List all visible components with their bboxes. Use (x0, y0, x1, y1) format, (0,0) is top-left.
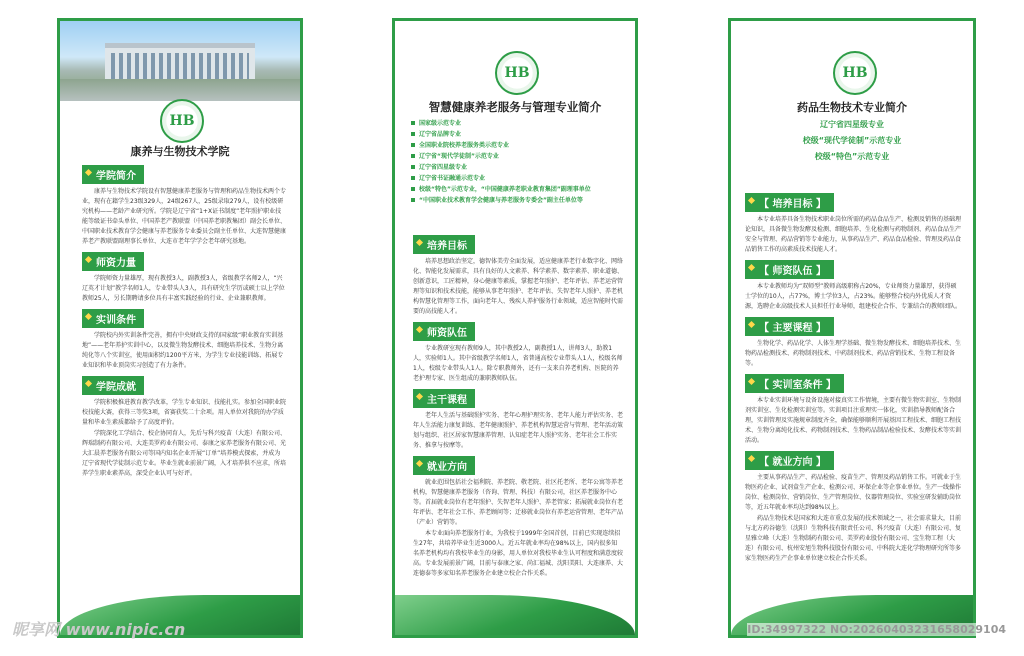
section-text: 学院师资力量雄厚，现有教授3人，副教授3人，省级教学名师2人，“兴辽英才计划”教学名师1人，专业带头人3人，具有研究生学历或硕士以上学位教师25人，另长期聘请多位具有丰富实践经验的行业、企业兼职教师。 (82, 275, 285, 302)
section-text: 主要从事药品生产、药品检验、疫苗生产、管理及药品销售工作。可就业于生物医药企业、试剂盒生产企业、检测公司、环保企业等企事业单位。生产一线操作岗位、检测岗位、营销岗位、生产管理岗位、仪器管理岗位、实验室研发辅助岗位等，近五年就业率均达到98%以上。 (745, 474, 962, 511)
section-text: 本专业面向养老服务行业，为我校于1999年全国首创，目前已实现连续招生27年，共培养毕业生近3000人。近五年就业率均在98%以上，国内很多知名养老机构均有我校毕业生的身影，用人单位对我校毕业生认可程度和满意度较高。专业发展前景广阔，目前与泰康之家、尚汇福城、沈阳美阳、大连康养、大连德泰等多家知名养老服务企业建立校企合作关系。 (413, 530, 624, 577)
honor-item: “中国职业技术教育学会健康与养老服务专委会”副主任单位等 (411, 195, 623, 206)
section-heading: 实训条件 (82, 309, 144, 328)
decorative-wave (395, 595, 635, 635)
section-text: 就业范围包括社会福利院、养老院、敬老院、社区托老所、老年公寓等养老机构，智慧健康养老服务（咨询、管理、科技）有限公司，社区养老服务中心等。首届就业岗位有老年照护、失智老年人照护、养老管家；拓展就业岗位有老年评估、老年社会工作、养老顾问等；迁移就业岗位有养老运营管理、老年产品（产业）营销等。 (413, 479, 624, 526)
section-heading: 【 主要课程 】 (745, 317, 834, 336)
honor-item: 辽宁省四星级专业 (411, 162, 623, 173)
section-text: 学院校内外实训条件完善，拥有中央财政支持的国家级“职业教育实训基地”——老年养护实训中心，以及微生物发酵技术、细胞培养技术、生物分离纯化等八个实训室，使用面积约1200平方米，为学生专业技能训练、拓展专业知识和毕业顶岗实习创造了有力条件。 (82, 332, 284, 369)
honor-item: 辽宁省品牌专业 (411, 129, 623, 140)
campus-photo (60, 21, 300, 101)
subtitle-line: 辽宁省四星级专业 (820, 120, 884, 129)
section-heading: 【 就业方向 】 (745, 451, 834, 470)
panel2-content (395, 231, 635, 580)
section-heading: 主干课程 (413, 389, 475, 408)
section-achievements (82, 372, 286, 479)
section-text: 药品生物技术是国家和大连市重点发展的技术领域之一，社会需求量大，目前与北方药谷德生（沈阳）生物科技有限责任公司、科兴疫苗（大连）有限公司、复星雅立峰（大连）生物制药有限公司、美罗药业股份有限公司、宝生物工程（大连）有限公司、杭州安旭生物科技股份有限公司、中科院大连化学物理研究所等多家生物医药生产企事业单位建立校企合作关系。 (745, 515, 962, 562)
honor-item: 校级“特色”示范专业，“中国健康养老职业教育集团”副理事单位 (411, 184, 623, 195)
section-text: 本专业实训环境与设备设施对接真实工作情境，主要有微生物实训室、生物制剂实训室、生化检测实训室等。实训项目注重理实一体化，实训指导教师配备合理，实训管理及实施规章制度齐全，确保能够顺利开展基因工程技术、细胞工程技术、生物分离纯化技术、药物制剂技术、生物药品制品检验技术、发酵技术等实训活动。 (745, 397, 962, 444)
section-text: 生物化学、药品化学、人体生理学基础、微生物发酵技术、细胞培养技术、生物药品检测技术、药物制剂技术、中药制剂技术、药品营销技术、生物工程设备等。 (745, 340, 962, 367)
section-text: 康养与生物技术学院设有智慧健康养老服务与管理和药品生物技术两个专业，现有在籍学生23级329人，24级267人，25级录取279人，设有校级研究机构——老龄产业研究所。学院是辽宁省“1+X证书制度”老年照护职业技能等级证书牵头单位、中国养老产教联盟（中国养老职教集团）副会长单位、中国职业技术教育学会健康与养老服务专业委员会副主任单位、大连智慧健康养老产教联盟副理事长单位、大连市老年学学会老年研究基地。 (82, 188, 287, 245)
section-text: 培养思想政治坚定，德智体美劳全面发展，适应健康养老行业数字化、网络化、智能化发展需求，具有良好的人文素养、科学素养、数字素养、职业道德、创新意识，工匠精神，身心健康等素质，掌握老年照护、老年评估、养老运营管理等知识和技术技能，能够从事老年照护、老年评估、失智老年人照护、养老机构智慧化管理等工作，面向老年人、残疾人养护服务行业领域，适应智能时代需要的高技能人才。 (413, 258, 624, 315)
major-subtitles (731, 117, 973, 165)
honor-item: 辽宁省“现代学徒制”示范专业 (411, 151, 623, 162)
panel1-content (60, 161, 300, 480)
section-heading: 培养目标 (413, 235, 475, 254)
section-heading: 师资力量 (82, 252, 144, 271)
biotech-major-panel (728, 18, 976, 638)
panel3-content (731, 189, 973, 565)
major-title: 智慧健康养老服务与管理专业简介 (428, 100, 602, 114)
section-heading: 【 实训室条件 】 (745, 374, 844, 393)
subtitle-line: 校级“特色”示范专业 (814, 152, 890, 161)
section-text: 学院积极推进教育教学改革，学生专业知识、技能扎实。参加全国职业院校技能大赛，获得三等奖3项，省赛获奖二十余项。用人单位对我院的办学质量和毕业生素质都给予了高度评价。 (82, 399, 287, 426)
section-text: 老年人生活与基础照护实务、老年心理护理实务、老年人能力评估实务、老年人生活能力康复训练、老年健康照护、养老机构智慧运营与管理、老年活动策划与组织、社区居家智慧康养管理、认知症老年人照护实务、老年社会工作实务、推拿与按摩等。 (413, 412, 624, 449)
watermark-id: ID:34997322 NO:20260403231658029104 (747, 623, 1006, 636)
subtitle-line: 校级“现代学徒制”示范专业 (802, 136, 902, 145)
section-heading: 【 培养目标 】 (745, 193, 834, 212)
major-title: 药品生物技术专业简介 (797, 101, 907, 114)
section-heading: 学院简介 (82, 165, 144, 184)
section-text: 专业教研室现有教师9人，其中教授2人，副教授1人，讲师3人，助教1人，实验师1人。其中省级教学名师1人，省普通高校专业带头人1人，校级名师1人，校级专业带头人1人。除专职教师外，还有一支来自养老机构、医院的养老护理专家、医生组成的兼职教师队伍。 (413, 345, 623, 382)
section-heading: 师资队伍 (413, 322, 475, 341)
college-logo-icon: HB (160, 99, 204, 143)
campus-plaza (60, 79, 300, 101)
eldercare-major-panel (392, 18, 638, 638)
section-heading: 就业方向 (413, 456, 475, 475)
honor-item: 全国职业院校养老服务类示范专业 (411, 140, 623, 151)
college-logo-icon: HB (495, 51, 539, 95)
section-heading: 【 师资队伍 】 (745, 260, 834, 279)
honor-item: 辽宁省书证融通示范专业 (411, 173, 623, 184)
section-intro (82, 161, 286, 247)
honors-list (411, 118, 623, 206)
section-text: 本专业教师均为“双师型”教师高级职称占20%，专业师资力量雄厚，获得硕士学位的10人，占77%，博士学位3人，占23%。能够整合校内外优质人才资源，选聘企业高级技术人员担任行业导师，组建校企合作、专兼结合的教师团队。 (745, 283, 962, 310)
section-training (82, 305, 286, 371)
watermark-site: 昵享网 www.nipic.cn (12, 620, 186, 639)
section-faculty (82, 248, 286, 304)
college-name: 康养与生物技术学院 (130, 145, 230, 158)
section-text: 学院深化工学结合、校企协同育人，先后与科兴疫苗（大连）有限公司、辉瑞制药有限公司、大连美罗药业有限公司、泰康之家养老服务有限公司、光大汇晨养老服务有限公司等国内知名企业开展“订单”培养模式探索，并成为辽宁省现代学徒制示范专业。毕业生就业前景广阔，入才培养供不应求，所培养学生职业素养高，深受企业认可与好评。 (82, 430, 287, 477)
section-heading: 学院成就 (82, 376, 144, 395)
college-logo-icon: HB (833, 51, 877, 95)
section-text: 本专业培养具备生物技术职业岗位所需的药品食品生产、检测及销售的基础理论知识，具备微生物发酵及检测、细胞培养、生化检测与药物制剂、药品食品生产安全与管理、药品营销等专业能力，从事药品生产、药品食品检验、管理及药品食品销售工作的高素质技术技能人才。 (745, 216, 962, 253)
college-intro-panel (57, 18, 303, 638)
honor-item: 国家级示范专业 (411, 118, 623, 129)
